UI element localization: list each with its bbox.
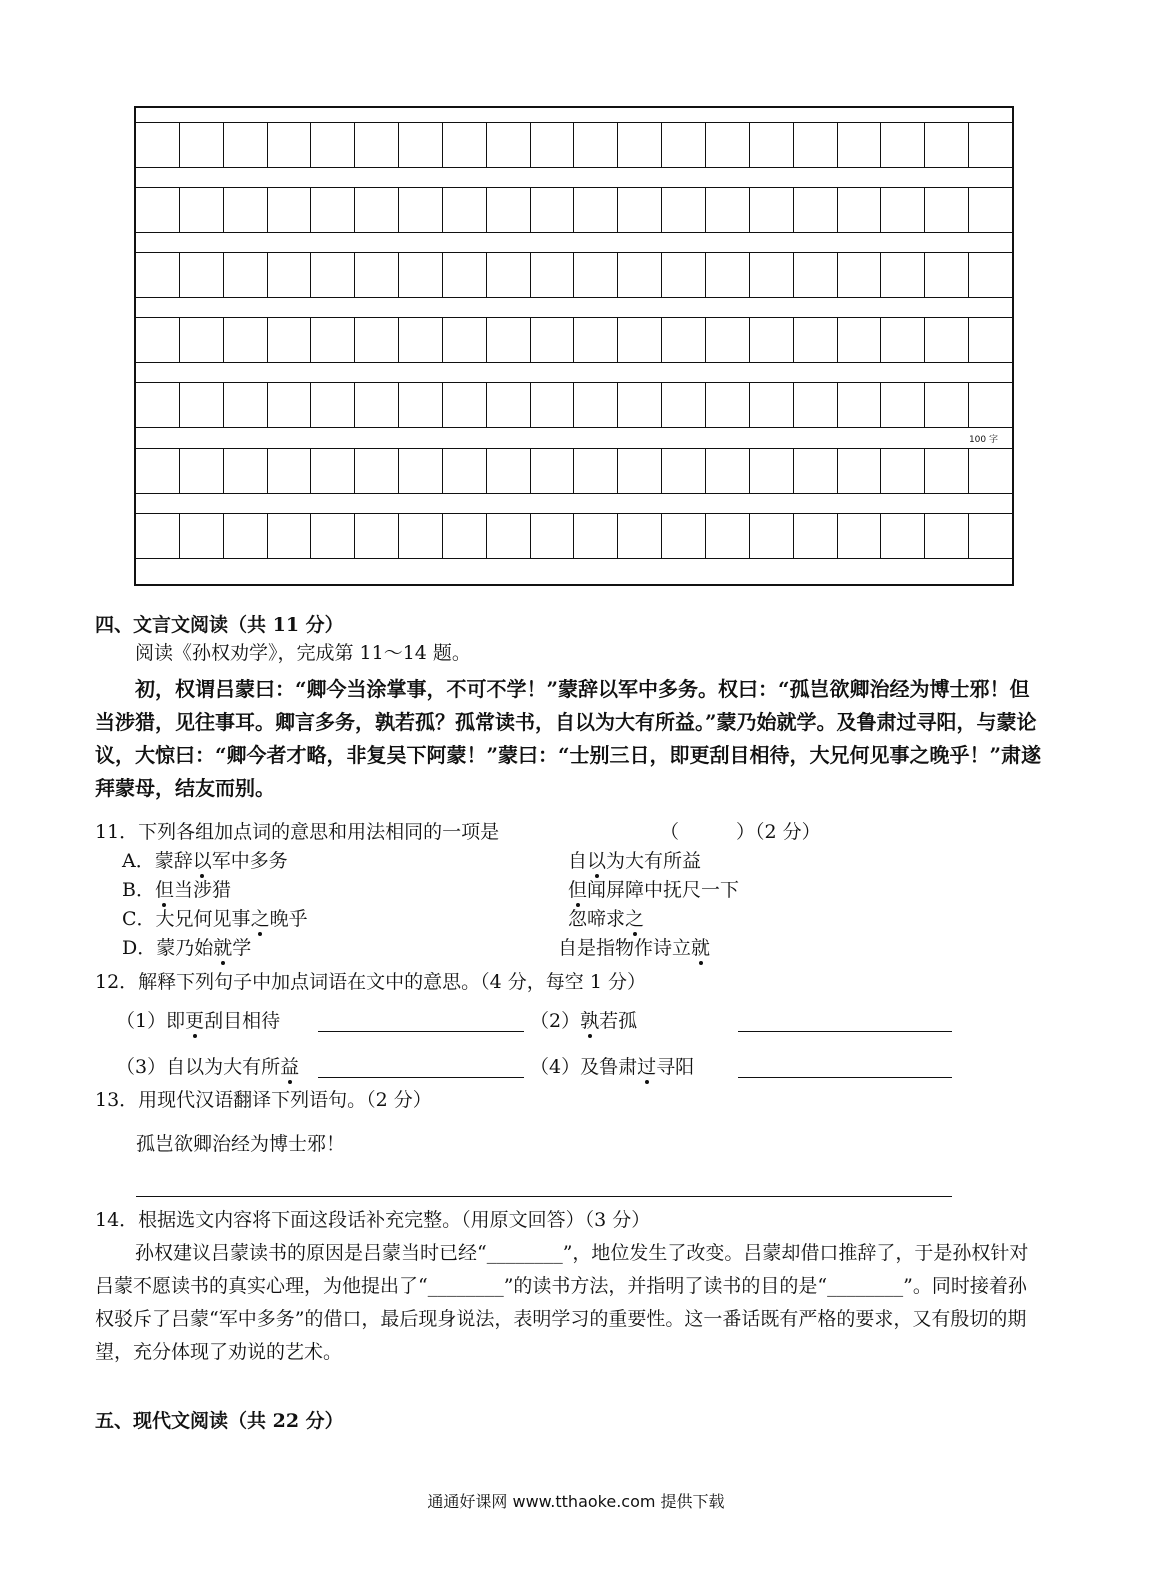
grid-cell[interactable] <box>179 383 223 427</box>
grid-cell[interactable] <box>924 383 968 427</box>
q11-stem: 11．下列各组加点词的意思和用法相同的一项是 <box>95 821 500 843</box>
grid-cell[interactable] <box>354 123 398 167</box>
option-text: 当涉猎 <box>173 879 231 901</box>
grid-cell[interactable] <box>661 253 705 297</box>
q11-option-right <box>568 906 644 933</box>
q11-option-left <box>122 935 251 962</box>
grid-cell[interactable] <box>442 188 486 232</box>
item-number: （3） <box>116 1056 167 1078</box>
section5-heading: 五、现代文阅读（共 22 分） <box>95 1410 344 1432</box>
grid-cell[interactable] <box>136 318 179 362</box>
q13-answer-line[interactable] <box>136 1196 952 1197</box>
grid-cell[interactable] <box>924 514 968 558</box>
item-number: （2） <box>530 1010 581 1032</box>
grid-cell[interactable] <box>705 253 749 297</box>
item-text: 即 <box>166 1010 186 1032</box>
option-text: 自 <box>568 850 588 872</box>
dotted-word: 过 <box>637 1056 657 1078</box>
option-text: 蒙辞 <box>154 850 193 872</box>
grid-cell[interactable] <box>749 383 793 427</box>
grid-cell[interactable] <box>968 123 1012 167</box>
grid-cell[interactable] <box>442 123 486 167</box>
grid-cell[interactable] <box>749 318 793 362</box>
grid-cell[interactable] <box>705 383 749 427</box>
grid-cell[interactable] <box>223 449 267 493</box>
grid-cell[interactable] <box>398 449 442 493</box>
q12-stem: 12．解释下列句子中加点词语在文中的意思。（4 分，每空 1 分） <box>95 971 646 993</box>
option-label: B． <box>122 879 155 901</box>
grid-cell[interactable] <box>179 514 223 558</box>
q12-answer-line-1[interactable] <box>318 1031 524 1032</box>
grid-cell[interactable] <box>530 318 574 362</box>
grid-cell[interactable] <box>617 514 661 558</box>
grid-cell[interactable] <box>924 123 968 167</box>
item-text: 若孤 <box>599 1010 638 1032</box>
grid-cell[interactable] <box>617 383 661 427</box>
option-text: 军中多务 <box>211 850 288 872</box>
grid-cell[interactable] <box>880 188 924 232</box>
grid-cell[interactable] <box>749 123 793 167</box>
grid-cell[interactable] <box>179 188 223 232</box>
grid-cell[interactable] <box>968 449 1012 493</box>
grid-cell[interactable] <box>573 318 617 362</box>
q11-option-right <box>568 877 739 904</box>
grid-cell[interactable] <box>179 449 223 493</box>
grid-cell[interactable] <box>924 253 968 297</box>
grid-cell[interactable] <box>354 253 398 297</box>
grid-cell[interactable] <box>486 449 530 493</box>
section4-instruction: 阅读《孙权劝学》，完成第 11～14 题。 <box>135 642 471 664</box>
grid-cell[interactable] <box>968 318 1012 362</box>
grid-cell[interactable] <box>179 318 223 362</box>
q11-answer-bracket: （ ）（2 分） <box>660 821 821 843</box>
grid-cell[interactable] <box>310 123 354 167</box>
grid-cell[interactable] <box>486 318 530 362</box>
grid-cell[interactable] <box>573 253 617 297</box>
dotted-word: 以 <box>587 850 607 872</box>
dotted-word: 益 <box>280 1056 300 1078</box>
grid-row <box>136 187 1012 233</box>
q11-option-left <box>122 848 288 875</box>
grid-cell[interactable] <box>617 253 661 297</box>
grid-cell[interactable] <box>354 188 398 232</box>
grid-cell[interactable] <box>267 123 311 167</box>
grid-cell[interactable] <box>793 123 837 167</box>
grid-cell[interactable] <box>880 449 924 493</box>
grid-cell[interactable] <box>793 253 837 297</box>
option-label: D． <box>122 937 157 959</box>
grid-cell[interactable] <box>837 514 881 558</box>
grid-cell[interactable] <box>705 188 749 232</box>
option-text: 大兄何见事 <box>155 908 251 930</box>
grid-cell[interactable] <box>398 188 442 232</box>
grid-cell[interactable] <box>837 449 881 493</box>
option-text: 闻屏障中抚尺一下 <box>587 879 740 901</box>
dotted-word: 更 <box>185 1010 205 1032</box>
grid-cell[interactable] <box>398 123 442 167</box>
grid-cell[interactable] <box>310 253 354 297</box>
grid-cell[interactable] <box>398 383 442 427</box>
q11-option-left <box>122 877 231 904</box>
grid-cell[interactable] <box>880 123 924 167</box>
grid-cell[interactable] <box>179 253 223 297</box>
grid-cell[interactable] <box>442 318 486 362</box>
grid-cell[interactable] <box>617 318 661 362</box>
q13-sentence: 孤岂欲卿治经为博士邪！ <box>136 1133 346 1155</box>
q12-item <box>530 1054 694 1081</box>
grid-cell[interactable] <box>530 188 574 232</box>
dotted-word: 之 <box>625 908 645 930</box>
item-number: （1） <box>116 1010 167 1032</box>
dotted-word: 但 <box>568 879 588 901</box>
grid-cell[interactable] <box>486 188 530 232</box>
item-text: 寻阳 <box>656 1056 695 1078</box>
grid-cell[interactable] <box>793 188 837 232</box>
grid-cell[interactable] <box>442 383 486 427</box>
grid-cell[interactable] <box>136 188 179 232</box>
section4-heading: 四、文言文阅读（共 11 分） <box>95 614 344 636</box>
q14-stem: 14．根据选文内容将下面这段话补充完整。（用原文回答）（3 分） <box>95 1209 651 1231</box>
grid-cell[interactable] <box>573 123 617 167</box>
grid-cell[interactable] <box>924 318 968 362</box>
grid-cell[interactable] <box>968 253 1012 297</box>
q12-item <box>530 1008 637 1035</box>
grid-cell[interactable] <box>267 449 311 493</box>
grid-cell[interactable] <box>530 514 574 558</box>
grid-cell[interactable] <box>442 253 486 297</box>
grid-cell[interactable] <box>530 449 574 493</box>
grid-cell[interactable] <box>223 253 267 297</box>
grid-cell[interactable] <box>354 318 398 362</box>
dotted-word: 但 <box>154 879 174 901</box>
grid-cell[interactable] <box>880 253 924 297</box>
grid-cell[interactable] <box>661 383 705 427</box>
grid-cell[interactable] <box>880 383 924 427</box>
grid-cell[interactable] <box>837 318 881 362</box>
q12-answer-line-3[interactable] <box>318 1077 524 1078</box>
item-text: 刮目相待 <box>204 1010 281 1032</box>
grid-cell[interactable] <box>793 449 837 493</box>
option-text: 忽啼求 <box>568 908 626 930</box>
option-text: 为大有所益 <box>606 850 702 872</box>
grid-row <box>136 513 1012 559</box>
grid-cell[interactable] <box>749 514 793 558</box>
option-text: 晚乎 <box>269 908 308 930</box>
grid-cell[interactable] <box>398 514 442 558</box>
grid-cell[interactable] <box>837 383 881 427</box>
dotted-word: 就 <box>213 937 233 959</box>
grid-cell[interactable] <box>837 188 881 232</box>
grid-cell[interactable] <box>223 123 267 167</box>
grid-cell[interactable] <box>617 123 661 167</box>
q11-option-right <box>558 935 710 962</box>
dotted-word: 以 <box>192 850 212 872</box>
q12-item <box>116 1008 280 1035</box>
grid-cell[interactable] <box>136 449 179 493</box>
grid-cell[interactable] <box>661 318 705 362</box>
grid-cell[interactable] <box>837 253 881 297</box>
grid-cell[interactable] <box>880 318 924 362</box>
q14-text-1: 孙权建议吕蒙读书的原因是吕蒙当时已经“ <box>135 1242 487 1264</box>
grid-cell[interactable] <box>136 253 179 297</box>
grid-cell[interactable] <box>267 253 311 297</box>
grid-cell[interactable] <box>705 514 749 558</box>
q14-text-3: ”的读书方法，并指明了读书的目的是“ <box>503 1275 828 1297</box>
grid-cell[interactable] <box>705 449 749 493</box>
grid-cell[interactable] <box>880 514 924 558</box>
grid-cell[interactable] <box>223 318 267 362</box>
grid-cell[interactable] <box>310 514 354 558</box>
grid-row <box>136 382 1012 428</box>
option-text: 学 <box>232 937 252 959</box>
grid-cell[interactable] <box>442 514 486 558</box>
q14-blank-3[interactable]: ________ <box>827 1275 904 1297</box>
grid-cell[interactable] <box>486 253 530 297</box>
grid-cell[interactable] <box>486 514 530 558</box>
grid-row <box>136 448 1012 494</box>
grid-cell[interactable] <box>968 188 1012 232</box>
grid-cell[interactable] <box>267 383 311 427</box>
grid-cell[interactable] <box>793 383 837 427</box>
q11-option-left <box>122 906 308 933</box>
q11-option-right <box>568 848 701 875</box>
grid-cell[interactable] <box>398 318 442 362</box>
grid-cell[interactable] <box>661 123 705 167</box>
grid-cell[interactable] <box>267 514 311 558</box>
grid-cell[interactable] <box>354 383 398 427</box>
grid-cell[interactable] <box>661 449 705 493</box>
grid-cell[interactable] <box>442 449 486 493</box>
q12-item <box>116 1054 299 1081</box>
option-text: 蒙乃始 <box>156 937 214 959</box>
grid-cell[interactable] <box>837 123 881 167</box>
grid-cell[interactable] <box>573 449 617 493</box>
option-label: C． <box>122 908 156 930</box>
grid-cell[interactable] <box>573 514 617 558</box>
grid-cell[interactable] <box>310 318 354 362</box>
q12-answer-line-2[interactable] <box>738 1031 952 1032</box>
grid-cell[interactable] <box>136 123 179 167</box>
q12-answer-line-4[interactable] <box>738 1077 952 1078</box>
item-text: 及鲁肃 <box>580 1056 638 1078</box>
grid-cell[interactable] <box>617 449 661 493</box>
grid-cell[interactable] <box>223 188 267 232</box>
dotted-word: 孰 <box>580 1010 600 1032</box>
grid-row <box>136 317 1012 363</box>
grid-cell[interactable] <box>749 188 793 232</box>
q13-stem: 13．用现代汉语翻译下列语句。（2 分） <box>95 1089 432 1111</box>
word-count-mark: 100 字 <box>968 435 998 445</box>
grid-cell[interactable] <box>530 123 574 167</box>
grid-cell[interactable] <box>530 253 574 297</box>
grid-cell[interactable] <box>968 514 1012 558</box>
writing-grid <box>134 106 1014 586</box>
q14-text-2: ”，地位发生了改变。吕蒙却借口推辞了，于是孙权针对吕蒙不愿读书的真实心理，为他提出了“ <box>95 1242 1029 1297</box>
classical-passage: 初，权谓吕蒙曰：“卿今当涂掌事，不可不学！”蒙辞以军中多务。权曰：“孤岂欲卿治经为博士邪！但当涉猎，见往事耳。卿言多务，孰若孤？孤常读书，自以为大有所益。”蒙乃始就学。及鲁肃过寻阳，与蒙论议，大惊曰：“卿今者才略，非复吴下阿蒙！”蒙曰：“士别三日，即更刮目相待，大兄何见事之晚乎！”肃遂拜蒙母，结友而别。 <box>95 677 1042 800</box>
grid-cell[interactable] <box>354 449 398 493</box>
grid-cell[interactable] <box>530 383 574 427</box>
grid-cell[interactable] <box>354 514 398 558</box>
option-label: A． <box>122 850 155 872</box>
grid-row <box>136 252 1012 298</box>
grid-cell[interactable] <box>749 449 793 493</box>
grid-cell[interactable] <box>573 188 617 232</box>
grid-cell[interactable] <box>398 253 442 297</box>
item-number: （4） <box>530 1056 581 1078</box>
grid-cell[interactable] <box>136 383 179 427</box>
grid-cell[interactable] <box>179 123 223 167</box>
grid-cell[interactable] <box>486 123 530 167</box>
page-footer: 通通好课网 www.tthaoke.com 提供下载 <box>427 1492 725 1511</box>
grid-cell[interactable] <box>793 514 837 558</box>
grid-cell[interactable] <box>661 514 705 558</box>
dotted-word: 之 <box>250 908 270 930</box>
grid-cell[interactable] <box>617 188 661 232</box>
q14-paragraph <box>95 1237 1045 1369</box>
grid-cell[interactable] <box>267 318 311 362</box>
grid-cell[interactable] <box>793 318 837 362</box>
grid-cell[interactable] <box>267 188 311 232</box>
grid-cell[interactable] <box>573 383 617 427</box>
grid-cell[interactable] <box>968 383 1012 427</box>
q14-text-4: ”。同时接着孙权驳斥了吕蒙“军中多务”的借口，最后现身说法，表明学习的重要性。这一番话既有严格的要求，又有殷切的期望，充分体现了劝说的艺术。 <box>95 1275 1027 1363</box>
grid-cell[interactable] <box>661 188 705 232</box>
option-text: 自是指物作诗立 <box>558 937 692 959</box>
dotted-word: 就 <box>691 937 711 959</box>
grid-cell[interactable] <box>136 514 179 558</box>
grid-cell[interactable] <box>223 383 267 427</box>
grid-cell[interactable] <box>749 253 793 297</box>
grid-cell[interactable] <box>310 383 354 427</box>
q14-blank-2[interactable]: ________ <box>427 1275 504 1297</box>
grid-cell[interactable] <box>223 514 267 558</box>
grid-row <box>136 122 1012 168</box>
grid-cell[interactable] <box>924 449 968 493</box>
q14-blank-1[interactable]: ________ <box>486 1242 563 1264</box>
grid-cell[interactable] <box>924 188 968 232</box>
grid-cell[interactable] <box>310 449 354 493</box>
grid-cell[interactable] <box>486 383 530 427</box>
grid-cell[interactable] <box>705 318 749 362</box>
grid-cell[interactable] <box>705 123 749 167</box>
grid-cell[interactable] <box>310 188 354 232</box>
item-text: 自以为大有所 <box>166 1056 281 1078</box>
